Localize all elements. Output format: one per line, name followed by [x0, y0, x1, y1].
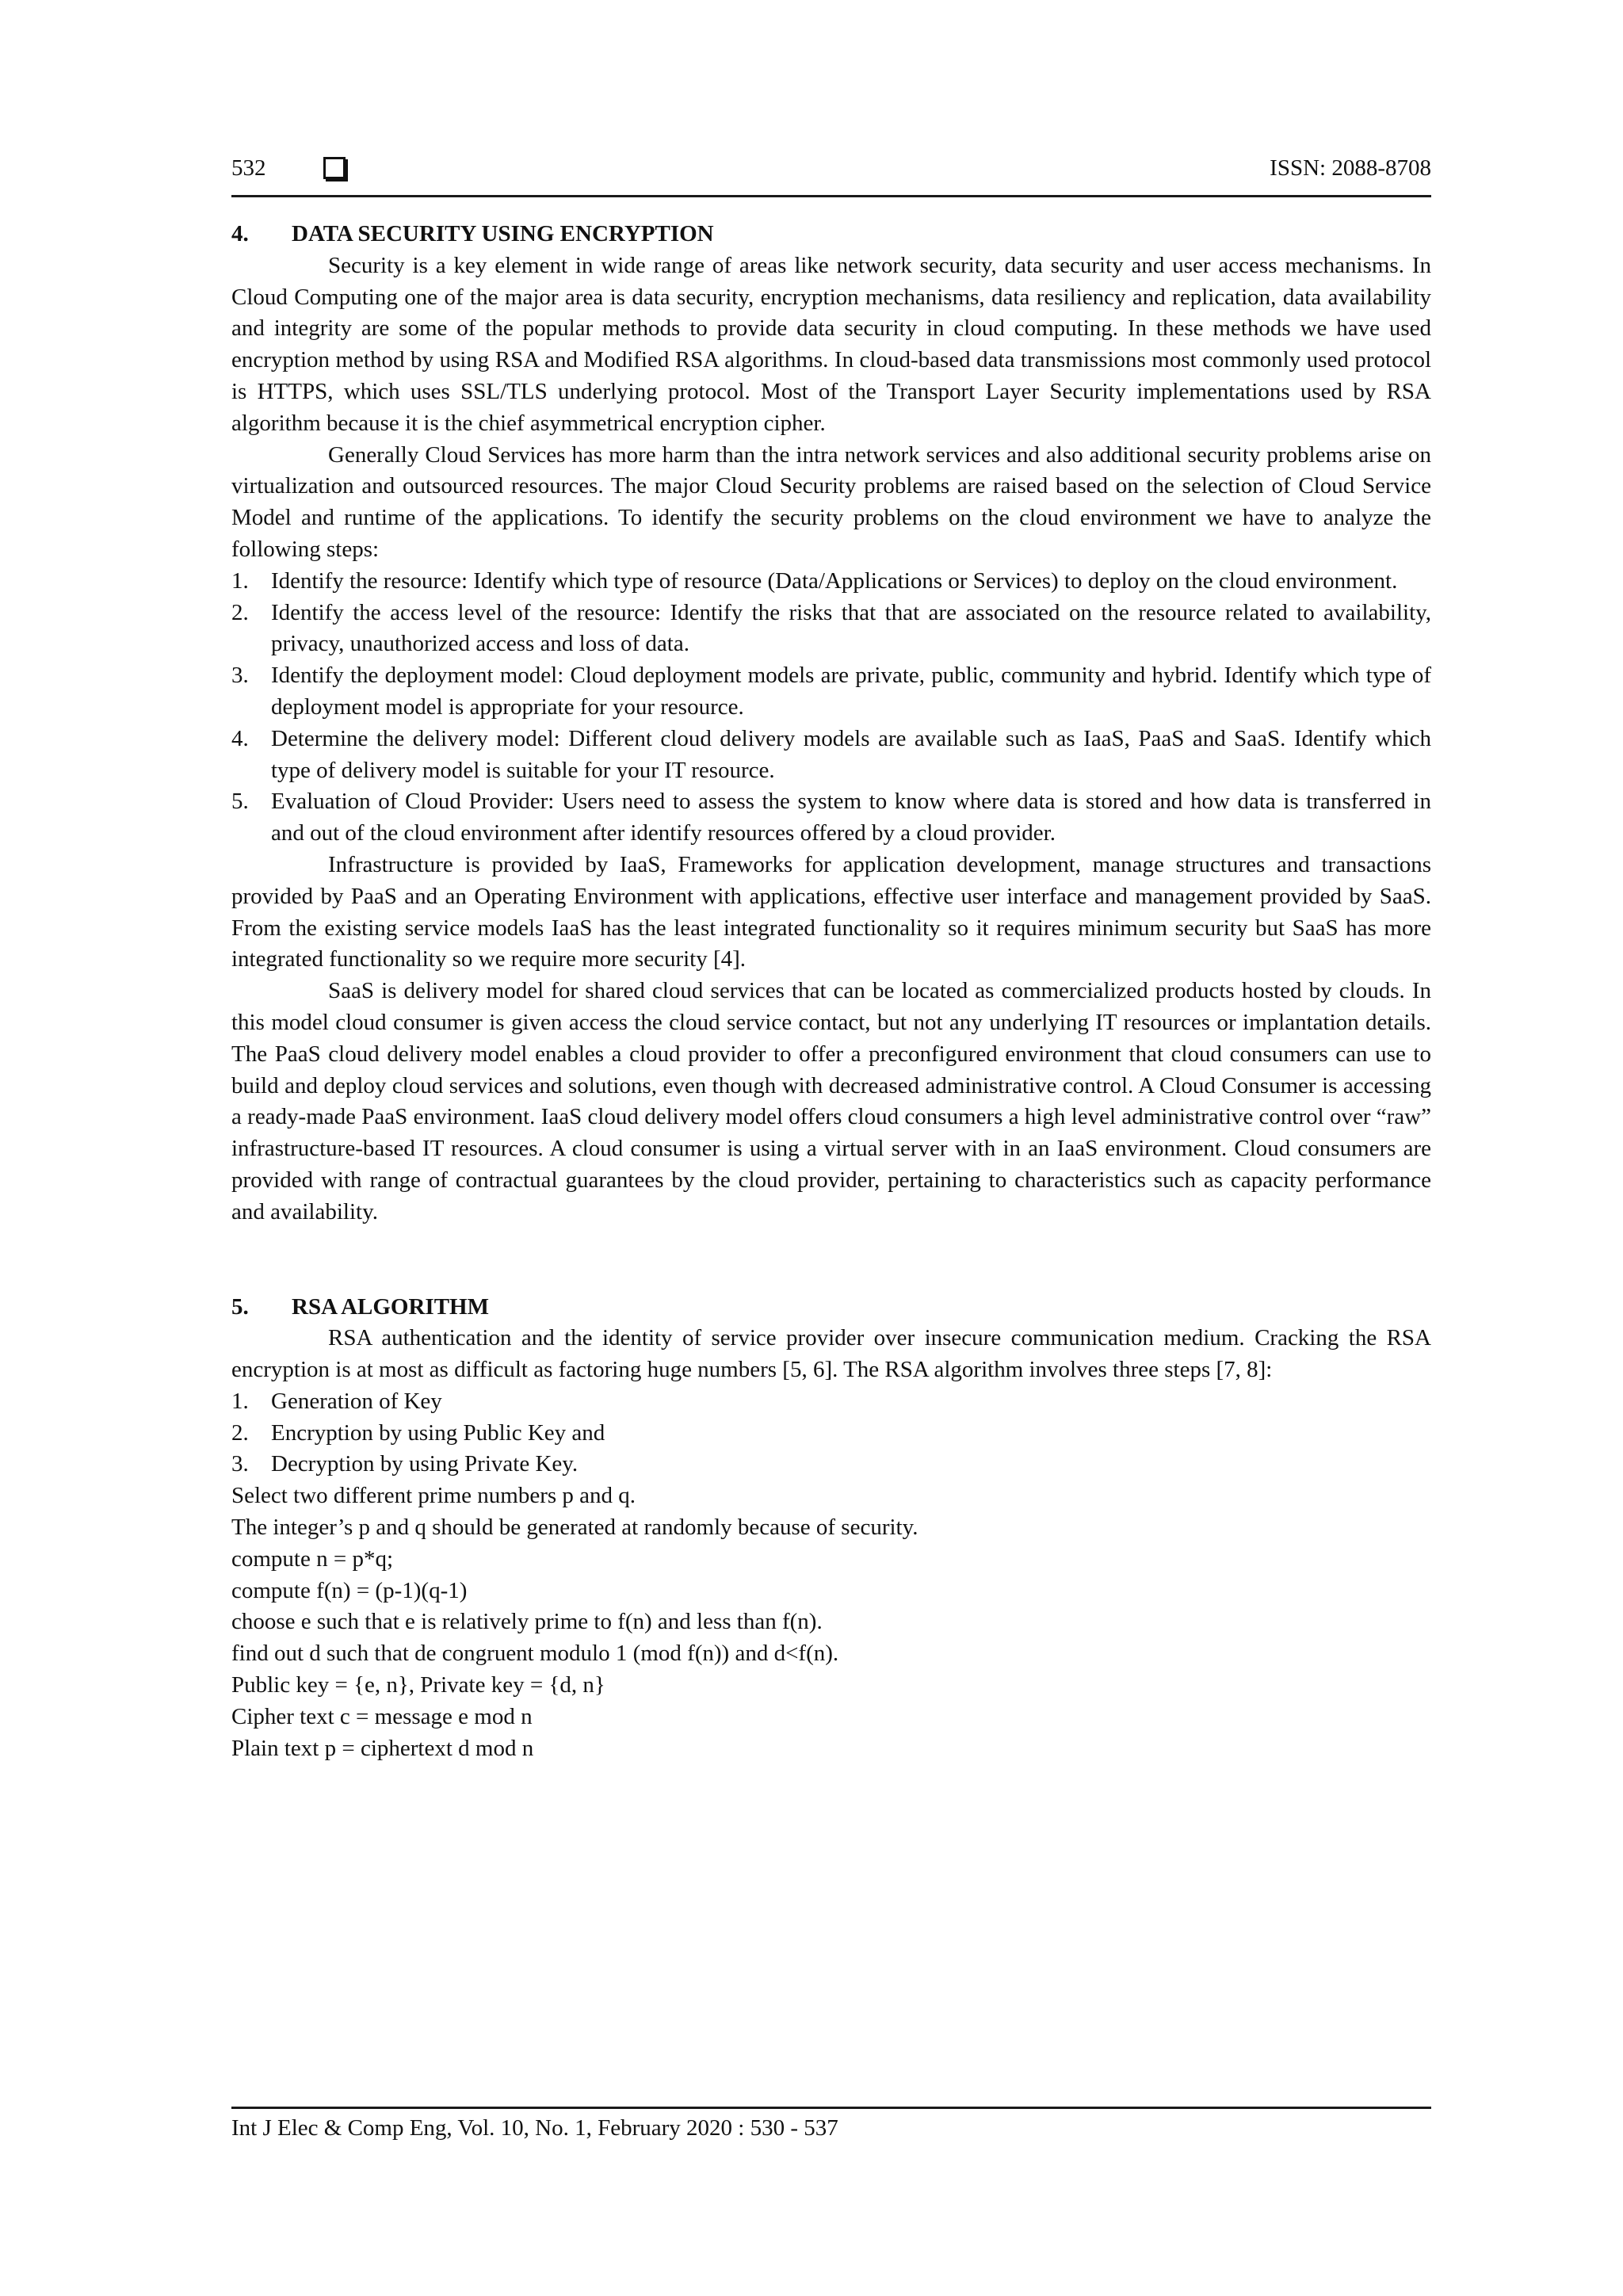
list-item — [231, 598, 1431, 661]
paragraph: Generally Cloud Services has more harm than the intra network services and also additional security problems arise on virtualization and outsourced resources. The major Cloud Security problems are raised based on the selection of Cloud Service Model and runtime of the applications. To identify the security problems on the cloud environment we have to analyze the following steps: — [231, 441, 1431, 562]
page-footer — [231, 2107, 1431, 2141]
list-item — [231, 786, 1431, 850]
section-heading — [231, 1292, 1431, 1324]
list-item-text: Identify the access level of the resource: Identify the risks that that are associated on the resource related to availability, privacy, unauthorized access and loss of data. — [271, 599, 1431, 657]
list-item-number: 3. — [231, 1451, 249, 1477]
list-item-text: Evaluation of Cloud Provider: Users need to assess the system to know where data is stored and how data is transferred in and out of the cloud environment after identify resources offered by a cloud provider. — [271, 789, 1431, 846]
section-number: 4. — [231, 221, 249, 246]
algorithm-line: Cipher text c = message e mod n — [231, 1703, 533, 1729]
list-item — [231, 724, 1431, 787]
list-item — [231, 660, 1431, 724]
numbered-list — [231, 566, 1431, 850]
list-item-number: 2. — [231, 1419, 249, 1446]
algorithm-line: Select two different prime numbers p and q. — [231, 1483, 636, 1509]
paragraph: Infrastructure is provided by IaaS, Frameworks for application development, manage structures and transactions provided by PaaS and an Operating Environment with applications, effective user interface and management provided by SaaS. From the existing service models IaaS has the least integrated functionality so it requires minimum security but SaaS has more integrated functionality so we require more security [4]. — [231, 851, 1431, 972]
section-gap — [231, 1228, 1431, 1292]
page-header — [231, 152, 1431, 197]
list-item — [231, 1418, 1431, 1450]
list-item-number: 1. — [231, 567, 249, 594]
section-number: 5. — [231, 1293, 249, 1320]
paragraph: Security is a key element in wide range of areas like network security, data security and user access mechanisms. In Cloud Computing one of the major area is data security, encryption mechanisms, data resiliency and replication, data availability and integrity are some of the popular methods to provide data security in cloud computing. In these methods we have used encryption method by using RSA and Modified RSA algorithms. In cloud-based data transmissions most commonly used protocol is HTTPS, which uses SSL/TLS underlying protocol. Most of the Transport Layer Security implementations used by RSA algorithm because it is the chief asymmetrical encryption cipher. — [231, 252, 1431, 436]
list-item-number: 4. — [231, 725, 249, 751]
list-item-number: 3. — [231, 663, 249, 689]
list-item-text: Decryption by using Private Key. — [271, 1451, 579, 1477]
algorithm-line: find out d such that de congruent modulo 1 (mod f(n)) and d<f(n). — [231, 1641, 839, 1667]
algorithm-line: Plain text p = ciphertext d mod n — [231, 1735, 534, 1761]
section-heading — [231, 219, 1431, 250]
checkbox-icon — [323, 157, 346, 179]
algorithm-line: The integer’s p and q should be generated at randomly because of security. — [231, 1515, 918, 1541]
page-number: 532 — [231, 155, 266, 181]
section-title: DATA SECURITY USING ENCRYPTION — [292, 221, 714, 246]
paragraph: SaaS is delivery model for shared cloud services that can be located as commercialized products hosted by clouds. In this model cloud consumer is given access the cloud service contact, but not any underlying IT resources or implantation details. The PaaS cloud delivery model enables a cloud provider to offer a preconfigured environment that cloud consumers can use to build and deploy cloud services and solutions, even though with decreased administrative control. A Cloud Consumer is accessing a ready-made PaaS environment. IaaS cloud delivery model offers cloud consumers a high level administrative control over “raw” infrastructure-based IT resources. A cloud consumer is using a virtual server with in an IaaS environment. Cloud consumers are provided with range of contractual guarantees by the cloud provider, pertaining to characteristics such as capacity performance and availability. — [231, 978, 1431, 1224]
list-item — [231, 1386, 1431, 1418]
algorithm-line: choose e such that e is relatively prime to f(n) and less than f(n). — [231, 1609, 823, 1635]
page-body — [231, 219, 1431, 1764]
algorithm-line: compute f(n) = (p-1)(q-1) — [231, 1577, 468, 1603]
list-item-number: 5. — [231, 789, 249, 815]
issn: ISSN: 2088-8708 — [1270, 155, 1431, 181]
numbered-list — [231, 1386, 1431, 1480]
list-item-number: 1. — [231, 1388, 249, 1414]
list-item — [231, 566, 1431, 598]
algorithm-line: compute n = p*q; — [231, 1545, 394, 1572]
list-item-text: Encryption by using Public Key and — [271, 1419, 605, 1446]
paragraph: RSA authentication and the identity of service provider over insecure communication medium. Cracking the RSA encryption is at most as difficult as factoring huge numbers [5, 6]. The RSA algorithm involves three steps [7, 8]: — [231, 1325, 1431, 1383]
journal-citation: Int J Elec & Comp Eng, Vol. 10, No. 1, February 2020 : 530 - 537 — [231, 2115, 838, 2141]
list-item-text: Determine the delivery model: Different cloud delivery models are available such as IaaS, PaaS and SaaS. Identify which type of delivery model is suitable for your IT resource. — [271, 725, 1431, 783]
list-item-text: Identify the deployment model: Cloud deployment models are private, public, community and hybrid. Identify which type of deployment model is appropriate for your resource. — [271, 663, 1431, 720]
algorithm-line: Public key = {e, n}, Private key = {d, n} — [231, 1672, 605, 1698]
list-item-number: 2. — [231, 599, 249, 625]
list-item-text: Identify the resource: Identify which type of resource (Data/Applications or Services) to deploy on the cloud environment. — [271, 567, 1398, 594]
list-item — [231, 1449, 1431, 1480]
section-title: RSA ALGORITHM — [292, 1293, 489, 1320]
list-item-text: Generation of Key — [271, 1388, 442, 1414]
